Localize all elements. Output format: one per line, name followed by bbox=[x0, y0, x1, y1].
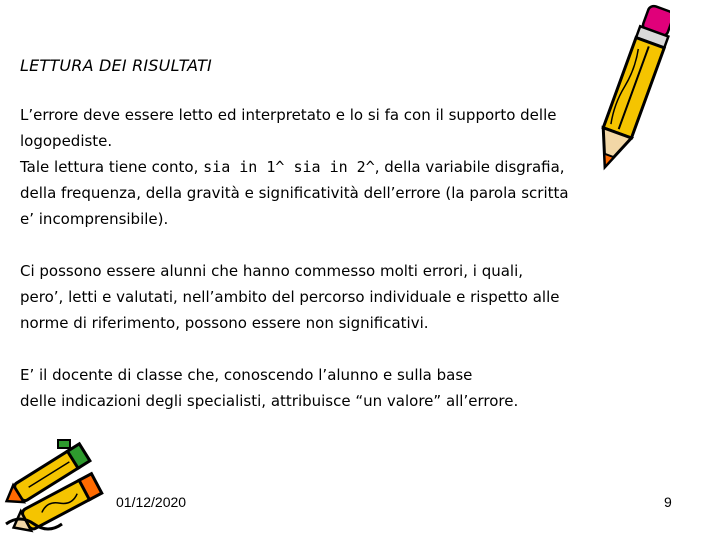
paragraph-students-errors bbox=[20, 258, 660, 336]
text-line: della frequenza, della gravità e significatività dell’errore (la parola scritta bbox=[20, 184, 569, 202]
paragraph-reading-results bbox=[20, 102, 660, 232]
text-line: e’ incomprensibile). bbox=[20, 210, 169, 228]
crayons-clipart-icon bbox=[0, 432, 112, 538]
text-line: E’ il docente di classe che, conoscendo l’alunno e sulla base bbox=[20, 366, 473, 384]
text-line: Ci possono essere alunni che hanno commesso molti errori, i quali, bbox=[20, 262, 524, 280]
text-segment: Tale lettura tiene conto, bbox=[20, 158, 204, 176]
text-line: norme di riferimento, possono essere non significativi. bbox=[20, 314, 429, 332]
text-line: L’errore deve essere letto ed interpretato e lo si fa con il supporto delle bbox=[20, 106, 557, 124]
text-line bbox=[20, 154, 660, 180]
footer-date: 01/12/2020 bbox=[116, 494, 187, 510]
slide-title: LETTURA DEI RISULTATI bbox=[20, 56, 212, 75]
text-line: pero’, letti e valutati, nell’ambito del percorso individuale e rispetto alle bbox=[20, 288, 560, 306]
paragraph-teacher-role bbox=[20, 362, 660, 414]
grade-emphasis: sia in 1^ sia in 2^ bbox=[203, 158, 375, 176]
text-line: delle indicazioni degli specialisti, attribuisce “un valore” all’errore. bbox=[20, 392, 519, 410]
text-line: logopediste. bbox=[20, 132, 113, 150]
text-segment: , della variabile disgrafia, bbox=[374, 158, 565, 176]
page-number: 9 bbox=[664, 494, 672, 510]
pencil-clipart-icon bbox=[598, 0, 670, 182]
